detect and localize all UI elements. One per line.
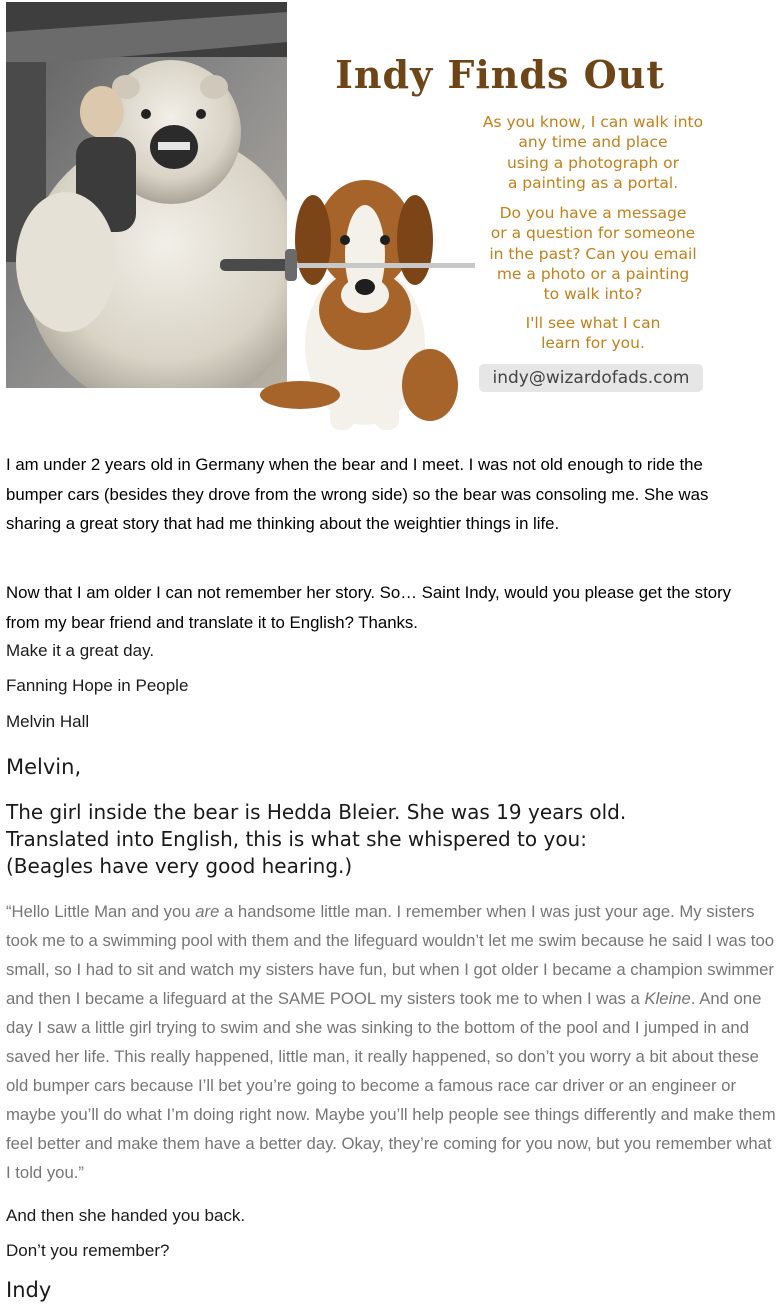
translated-story-quote: “Hello Little Man and you are a handsome little man. I remember when I was just your age. My sisters took me to a swimming pool with them and the lifeguard wouldn’t let me swim because he said I was too small, so I had to sit and watch my sisters have fun, but when I got older I became a champion swimmer and then I became a lifeguard at the SAME POOL my sisters took me to when I was a Kleine. And one day I saw a little girl trying to swim and she was sinking to the bottom of the pool and I jumped in and saved her life. This really happened, little man, it really happened, so don’t you worry a bit about these old bumper cars because I’ll bet you’re going to become a famous race car driver or an engineer or maybe you’ll do what I’m doing right now. Maybe you’ll help people see things differently and make them feel better and make them have a better day. Okay, they’re coming for you now, but you remember what I told you.” — [6, 902, 776, 1182]
letter-tagline: Fanning Hope in People — [6, 676, 189, 695]
reply-signoff: Indy — [6, 1278, 52, 1302]
reply-after-line-2: Don’t you remember? — [6, 1241, 170, 1260]
letter-author: Melvin Hall — [6, 712, 90, 731]
letter-paragraph-1: I am under 2 years old in Germany when the bear and I meet. I was not old enough to ride the bumper cars (besides they drove from the wrong side) so the bear was consoling me. She was sharing a great story that had me thinking about the weightier things in life. — [6, 455, 709, 533]
brand-title: Indy Finds Out — [335, 52, 665, 97]
beagle-dog-illustration — [215, 145, 475, 440]
reply-intro: The girl inside the bear is Hedda Bleier. She was 19 years old. Translated into English, this is what she whispered to you: (Beagles have very good hearing.) — [6, 800, 627, 878]
reply-greeting: Melvin, — [6, 755, 82, 779]
reply-after-line-1: And then she handed you back. — [6, 1206, 246, 1225]
promo-intro: As you know, I can walk into any time and place using a photograph or a painting as a portal. — [482, 113, 704, 192]
promo-closing: I'll see what I can learn for you. — [525, 314, 661, 353]
letter-paragraph-2: Now that I am older I can not remember her story. So… Saint Indy, would you please get the story from my bear friend and translate it to English? Thanks. — [6, 583, 732, 632]
promo-question: Do you have a message or a question for someone in the past? Can you email me a photo or a painting to walk into? — [489, 204, 697, 304]
letter-signoff-line: Make it a great day. — [6, 641, 155, 660]
header-banner — [0, 0, 780, 440]
email-link[interactable]: indy@wizardofads.com — [479, 364, 703, 392]
